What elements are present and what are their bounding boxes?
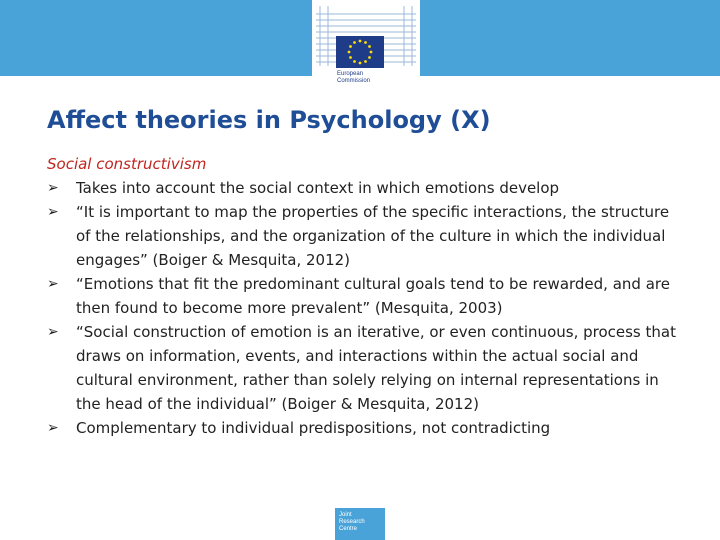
slide-content (47, 152, 687, 440)
bullet-text: Takes into account the social context in which emotions develop (76, 179, 560, 197)
bullet-text: Complementary to individual predispositions, not contradicting (76, 419, 551, 437)
bullet-list (47, 176, 687, 440)
bullet-item (47, 200, 687, 272)
jrc-logo-text: Joint Research Centre (339, 512, 365, 532)
arrow-bullet-icon: ➢ (47, 276, 59, 292)
arrow-bullet-icon: ➢ (47, 324, 59, 340)
bullet-item (47, 272, 687, 320)
arrow-bullet-icon: ➢ (47, 204, 59, 220)
bullet-text: “It is important to map the properties of the specific interactions, the structure of the relationships, and the organization of the culture in which the individual engages” (Boiger & Mesquita, 2012) (76, 203, 670, 269)
bullet-item (47, 416, 687, 440)
slide-title: Affect theories in Psychology (X) (47, 106, 491, 134)
bullet-text: “Emotions that fit the predominant cultural goals tend to be rewarded, and are then found to become more prevalent” (Mesquita, 2003) (76, 275, 670, 317)
jrc-logo (335, 508, 385, 540)
slide-subtitle: Social constructivism (47, 155, 207, 173)
arrow-bullet-icon: ➢ (47, 180, 59, 196)
bullet-item (47, 176, 687, 200)
bullet-item (47, 320, 687, 416)
european-commission-logo (312, 0, 420, 94)
logo-text: European Commission (337, 71, 371, 84)
arrow-bullet-icon: ➢ (47, 420, 59, 436)
bullet-text: “Social construction of emotion is an iterative, or even continuous, process that draws on information, events, and interactions within the actual social and cultural environment, rather than solely relying on internal representations in the head of the individual” (Boiger & Mesquita, 2012) (76, 323, 676, 413)
